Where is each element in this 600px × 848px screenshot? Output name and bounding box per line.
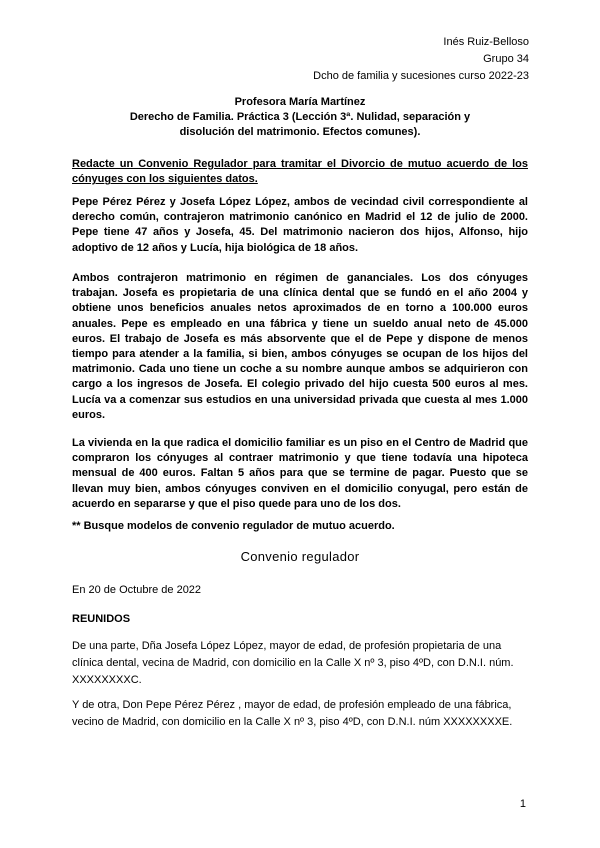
title-block <box>100 95 500 140</box>
facts-paragraph-3: La vivienda en la que radica el domicilio familiar es un piso en el Centro de Madrid que compraron los cónyuges al contraer matrimonio y que tiene todavía una hipoteca mensual de 400 euros. Faltan 5 años para que se termine de pagar. Puesto que se llevan muy bien, ambos cónyuges conviven en el domicilio conyugal, pero están de acuerdo en separarse y que el piso quede para uno de los dos. <box>72 437 528 510</box>
header-course: Dcho de familia y sucesiones curso 2022-23 <box>313 70 529 82</box>
task-statement: Redacte un Convenio Regulador para tramitar el Divorcio de mutuo acuerdo de los cónyuges con los siguientes datos. <box>72 158 528 186</box>
convenio-date: En 20 de Octubre de 2022 <box>72 584 202 596</box>
models-note: ** Busque modelos de convenio regulador de mutuo acuerdo. <box>72 520 395 532</box>
party-two-paragraph: Y de otra, Don Pepe Pérez Pérez , mayor de edad, de profesión empleado de una fábrica, vecino de Madrid, con domicilio en la Calle X nº 3, piso 4ºD, con D.N.I. núm XXXXXXXXE. <box>72 699 513 728</box>
document-header <box>313 34 529 85</box>
facts-paragraph-1: Pepe Pérez Pérez y Josefa López López, ambos de vecindad civil correspondiente al derecho común, contrajeron matrimonio canónico en Madrid el 12 de julio de 2000. Pepe tiene 47 años y Josefa, 45. Del matrimonio nacieron dos hijos, Alfonso, hijo adoptivo de 12 años y Lucía, hija biológica de 18 años. <box>72 196 528 254</box>
convenio-heading: Convenio regulador <box>240 549 360 564</box>
reunidos-heading: REUNIDOS <box>72 613 131 625</box>
page-number: 1 <box>519 798 526 810</box>
facts-paragraph-2: Ambos contrajeron matrimonio en régimen de gananciales. Los dos cónyuges trabajan. Josefa es propietaria de una clínica dental que se fundó en el año 2004 y obtiene unos beneficios anuales netos aproximados de en torno a 100.000 euros anuales. Pepe es empleado en una fábrica y tiene un sueldo anual neto de 45.000 euros. El trabajo de Josefa es más absorvente que el de Pepe y dispone de menos tiempo para atender a la familia, si bien, ambos cónyuges se ocupan de los hijos del matrimonio. Cada uno tiene un coche a su nombre aunque ambos se adquirieron con cargo a los ingresos de Josefa. El colegio privado del hijo cuesta 500 euros al mes. Lucía va a comenzar sus estudios en una universidad privada que cuesta al mes 1.000 euros. <box>72 272 528 421</box>
header-group: Grupo 34 <box>483 53 529 65</box>
practice-title: Derecho de Familia. Práctica 3 (Lección 3ª. Nulidad, separación y disolución del matrimonio. Efectos comunes). <box>129 111 471 138</box>
professor-title: Profesora María Martínez <box>234 96 366 108</box>
header-author: Inés Ruiz-Belloso <box>443 36 529 48</box>
party-one-paragraph: De una parte, Dña Josefa López López, mayor de edad, de profesión propietaria de una clínica dental, vecina de Madrid, con domicilio en la Calle X nº 3, piso 4ºD, con D.N.I. núm. XXXXXXXXC. <box>72 640 514 686</box>
